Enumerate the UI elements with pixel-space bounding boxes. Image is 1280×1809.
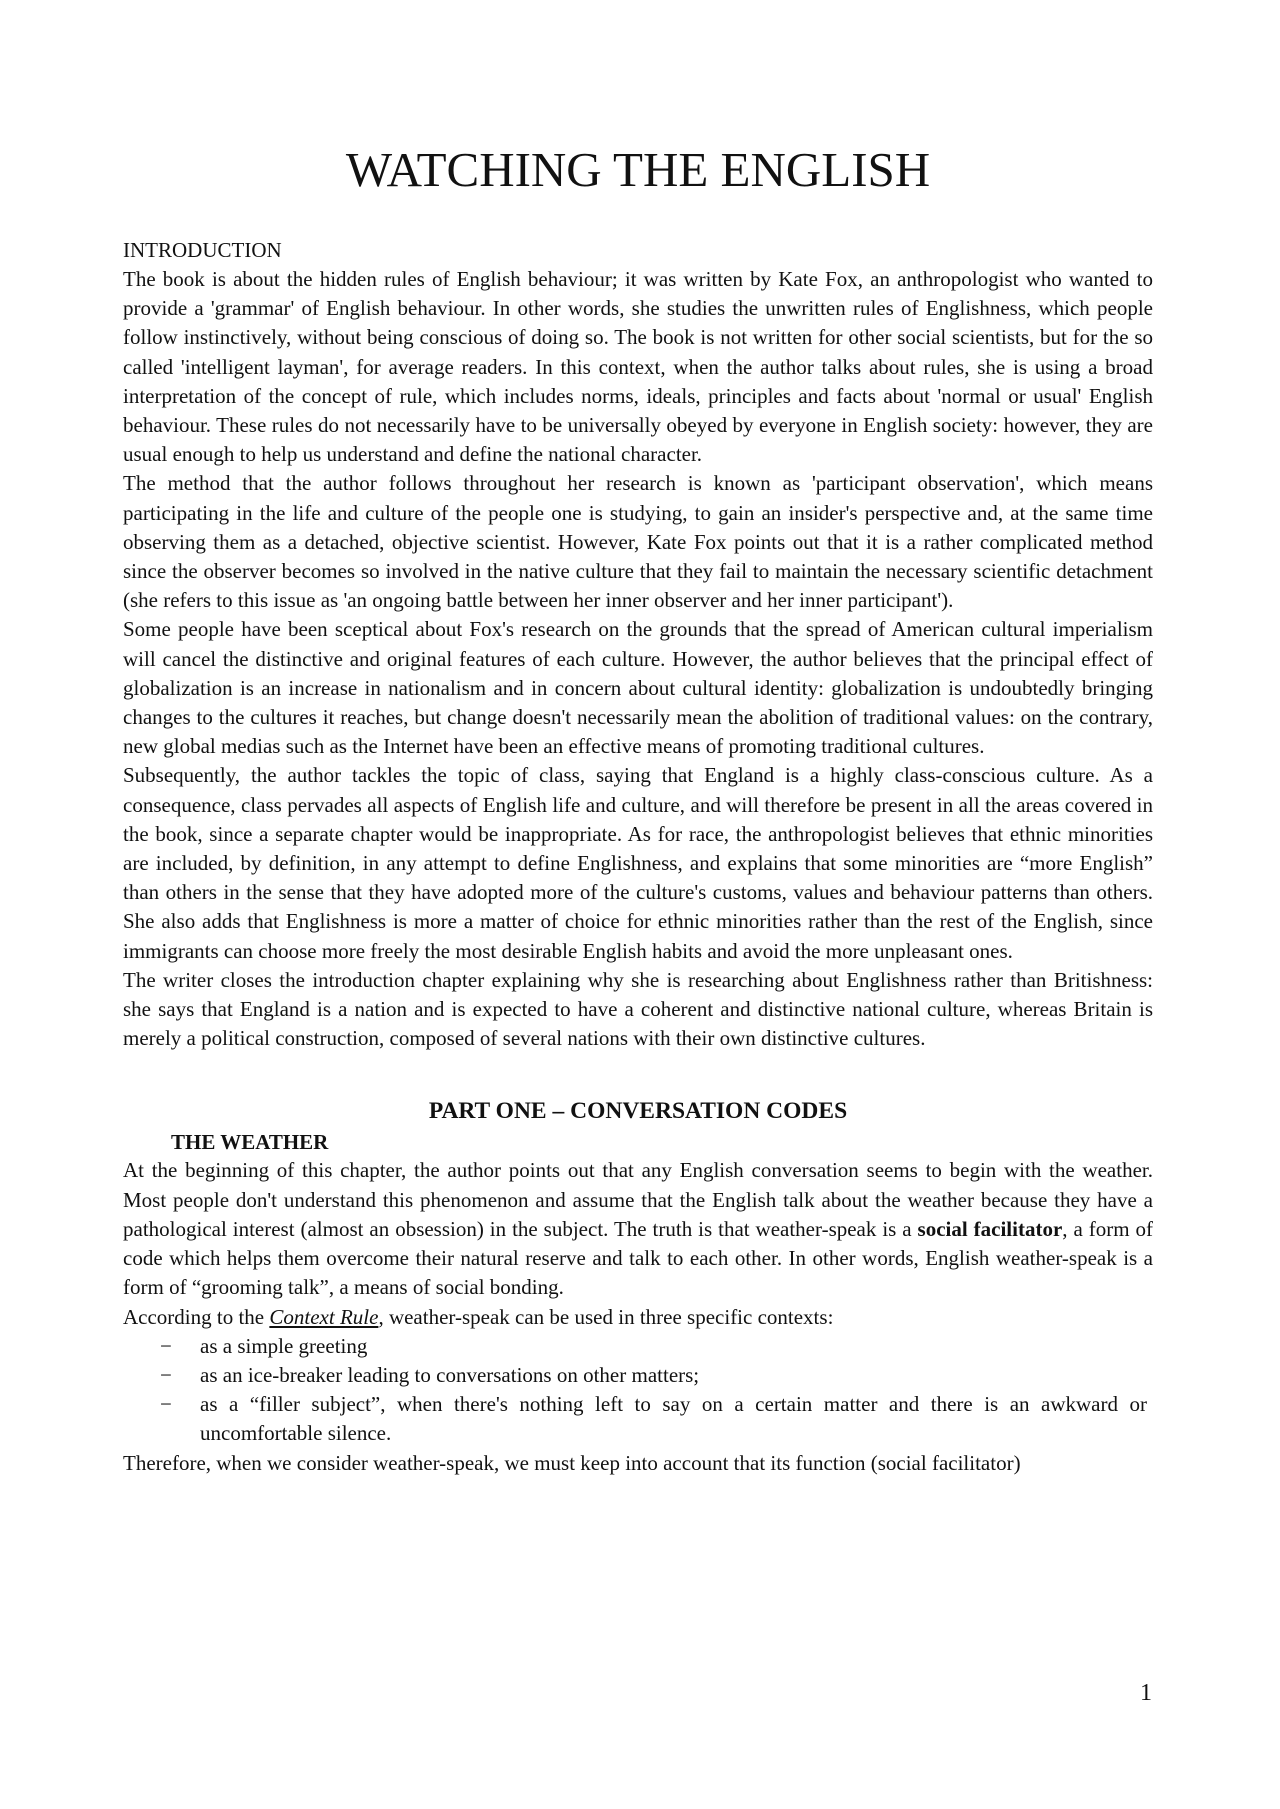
context-list bbox=[123, 1332, 1153, 1449]
weather-text: , a form of code which helps them overcome their natural reserve and talk to each other. In other words, English weather-speak is a form of “grooming talk”, a means of social bonding. bbox=[123, 1216, 1153, 1300]
document-page bbox=[123, 0, 1153, 1478]
introduction-label: INTRODUCTION bbox=[123, 238, 282, 262]
context-text: , weather-speak can be used in three specific contexts: bbox=[378, 1304, 834, 1329]
context-text: According to the bbox=[123, 1304, 270, 1329]
weather-paragraph bbox=[123, 1156, 1153, 1302]
list-dash: − bbox=[160, 1362, 172, 1387]
context-rule-term: Context Rule bbox=[269, 1304, 379, 1329]
list-item-text: as an ice-breaker leading to conversations on other matters; bbox=[200, 1362, 700, 1387]
list-dash: − bbox=[160, 1333, 172, 1358]
list-item bbox=[160, 1390, 1153, 1448]
list-item bbox=[160, 1332, 1153, 1361]
list-dash: − bbox=[160, 1392, 172, 1417]
intro-paragraph: Subsequently, the author tackles the topic of class, saying that England is a highly class-conscious culture. As a consequence, class pervades all aspects of English life and culture, and will therefore be present in all the areas covered in the book, since a separate chapter would be inappropriate. As for race, the anthropologist believes that ethnic minorities are included, by definition, in any attempt to define Englishness, and explains that some minorities are “more English” than others in the sense that they have adopted more of the culture's customs, values and behaviour patterns than others. She also adds that Englishness is more a matter of choice for ethnic minorities rather than the rest of the English, since immigrants can choose more freely the most desirable English habits and avoid the more unpleasant ones. bbox=[123, 763, 1153, 963]
intro-paragraph: Some people have been sceptical about Fox's research on the grounds that the spread of American cultural imperialism will cancel the distinctive and original features of each culture. However, the author believes that the principal effect of globalization is an increase in nationalism and in concern about cultural identity: globalization is undoubtedly bringing changes to the cultures it reaches, but change doesn't necessarily mean the abolition of traditional values: on the contrary, new global medias such as the Internet have been an effective means of promoting traditional cultures. bbox=[123, 617, 1153, 759]
intro-paragraph: The writer closes the introduction chapter explaining why she is researching about Englishness rather than Britishness: she says that England is a nation and is expected to have a coherent and distinctive national culture, whereas Britain is merely a political construction, composed of several nations with their own distinctive cultures. bbox=[123, 967, 1153, 1051]
intro-paragraph: The method that the author follows throughout her research is known as 'participant observation', which means participating in the life and culture of the people one is studying, to gain an insider's perspective and, at the same time observing them as a detached, objective scientist. However, Kate Fox points out that it is a rather complicated method since the observer becomes so involved in the native culture that they fail to maintain the necessary scientific detachment (she refers to this issue as 'an ongoing battle between her inner observer and her inner participant'). bbox=[123, 471, 1153, 613]
list-item-text: as a simple greeting bbox=[200, 1333, 368, 1358]
intro-paragraph: The book is about the hidden rules of English behaviour; it was written by Kate Fox, an anthropologist who wanted to provide a 'grammar' of English behaviour. In other words, she studies the unwritten rules of Englishness, which people follow instinctively, without being conscious of doing so. The book is not written for other social scientists, but for the so called 'intelligent layman', for average readers. In this context, when the author talks about rules, she is using a broad interpretation of the concept of rule, which includes norms, ideals, principles and facts about 'normal or usual' English behaviour. These rules do not necessarily have to be universally obeyed by everyone in English society: however, they are usual enough to help us understand and define the national character. bbox=[123, 267, 1153, 467]
closing-paragraph: Therefore, when we consider weather-speak, we must keep into account that its function (social facilitator) bbox=[123, 1450, 1021, 1475]
document-title: WATCHING THE ENGLISH bbox=[345, 142, 931, 197]
weather-text: At the beginning of this chapter, the author points out that any English conversation seems to begin with the weather. Most people don't understand this phenomenon and assume that the English talk about the weather because they have a pathological interest (almost an obsession) in the subject. The truth is that weather-speak is a bbox=[123, 1158, 1153, 1241]
context-rule-paragraph bbox=[123, 1303, 1153, 1332]
social-facilitator-term: social facilitator bbox=[917, 1216, 1063, 1241]
list-item-text: as a “filler subject”, when there's nothing left to say on a certain matter and there is an awkward or uncomfortable silence. bbox=[200, 1392, 1147, 1446]
list-item bbox=[160, 1361, 1153, 1390]
page-number: 1 bbox=[1140, 1680, 1152, 1706]
part-heading: PART ONE – CONVERSATION CODES bbox=[428, 1098, 848, 1125]
subheading: THE WEATHER bbox=[171, 1130, 329, 1155]
